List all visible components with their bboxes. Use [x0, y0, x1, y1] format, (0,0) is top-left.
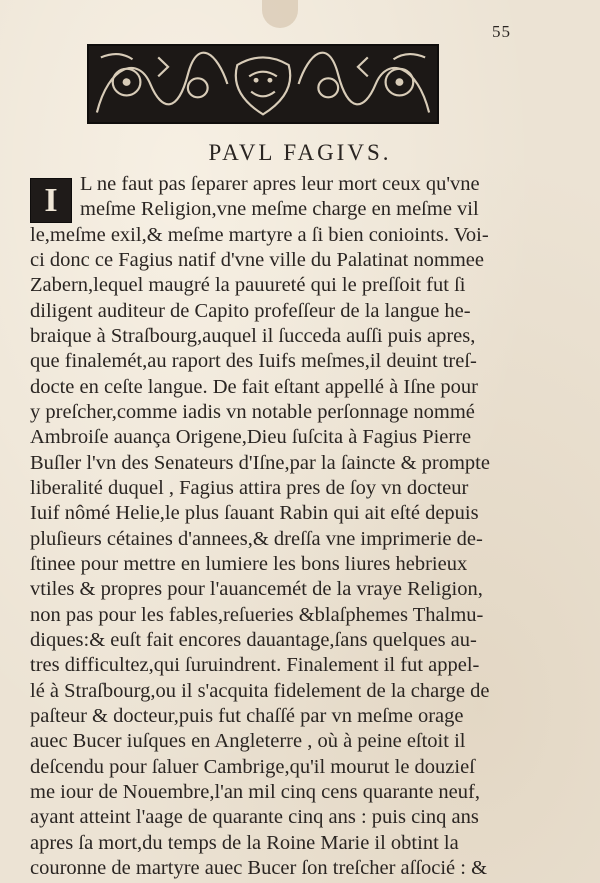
text-line: non pas pour les fables,reſueries &blaſphemes Thalmu-: [30, 603, 484, 626]
text-line: braique à Straſbourg,auquel il ſucceda auſſi puis apres,: [30, 325, 476, 347]
text-line: que finalemét,au raport des Iuifs meſmes,il deuint treſ-: [30, 350, 477, 373]
text-line: auec Bucer iuſques en Angleterre , où à peine eſtoit il: [30, 730, 466, 753]
text-line: le,meſme exil,& meſme martyre a ſi bien conioints. Voi-: [30, 223, 489, 246]
drop-cap: [30, 178, 72, 223]
chapter-title: PAVL FAGIVS.: [208, 140, 392, 165]
text-line: vtiles & propres pour l'auancemét de la vraye Religion,: [30, 578, 483, 601]
text-line: meſme Religion,vne meſme charge en meſme vil: [80, 198, 479, 221]
text-line: paſteur & docteur,puis fut chaſſé par vn meſme orage: [30, 705, 464, 727]
text-line: Ambroiſe auança Origene,Dieu ſuſcita à Fagius Pierre: [30, 426, 472, 449]
ornamental-headpiece: [87, 44, 439, 124]
text-line: Zabern,lequel maugré la pauureté qui le preſſoit fut ſi: [30, 274, 466, 297]
text-line: ayant atteint l'aage de quarante cinq ans : puis cinq ans: [30, 806, 479, 829]
text-line: liberalité duquel , Fagius attira pres de ſoy vn docteur: [30, 477, 469, 499]
text-line: deſcendu pour ſaluer Cambrige,qu'il mourut le douzieſ: [30, 755, 475, 778]
text-line: me iour de Nouembre,l'an mil cinq cens quarante neuf,: [30, 781, 480, 803]
text-line: tres difficultez,qui ſuruindrent. Finalement il fut appel-: [30, 654, 480, 677]
text-line: apres ſa mort,du temps de la Roine Marie il obtint la: [30, 831, 459, 854]
text-line: diques:& euſt fait encores dauantage,ſans quelques au-: [30, 629, 477, 651]
text-line: Iuif nômé Helie,le plus ſauant Rabin qui ait eſté depuis: [30, 502, 479, 525]
binding-hole: [262, 0, 298, 28]
drop-cap-letter: I: [44, 181, 58, 219]
text-line: lé à Straſbourg,ou il s'acquita fidelement de la charge de: [30, 679, 490, 702]
text-line: ci donc ce Fagius natif d'vne ville du Palatinat nommee: [30, 249, 485, 271]
page-number: 55: [492, 22, 511, 41]
text-line: pluſieurs cétaines d'annees,& dreſſa vne imprimerie de-: [30, 527, 483, 550]
text-line: ſtinee pour mettre en lumiere les bons liures hebrieux: [30, 553, 468, 575]
text-line: couronne de martyre auec Bucer ſon treſcher aſſocié : &: [30, 857, 488, 879]
text-line: docte en ceſte langue. De fait eſtant appellé à Iſne pour: [30, 375, 478, 398]
text-line: Buſler l'vn des Senateurs d'Iſne,par la ſaincte & prompte: [30, 451, 490, 474]
text-line: diligent auditeur de Capito profeſſeur de la langue he-: [30, 299, 471, 322]
text-line: y preſcher,comme iadis vn notable perſonnage nommé: [30, 401, 475, 423]
text-line: L ne faut pas ſeparer apres leur mort ceux qu'vne: [80, 173, 480, 195]
